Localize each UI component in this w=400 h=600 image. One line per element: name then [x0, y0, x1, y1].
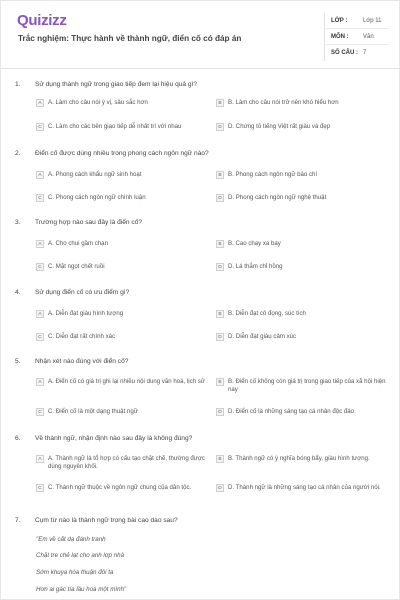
option-key: A: [36, 378, 44, 386]
option-b[interactable]: [216, 171, 391, 179]
question-label: Nhận xét nào đúng với điển cố?: [35, 358, 129, 365]
option-key: C: [36, 123, 44, 131]
option-a[interactable]: [36, 378, 211, 386]
poem-line: Chặt tre chẻ lạt cho anh lợp nhà: [36, 552, 125, 559]
question-number: 4.: [15, 289, 21, 296]
option-a[interactable]: [36, 455, 211, 470]
question-text: [15, 150, 209, 157]
option-key: B: [216, 310, 224, 318]
option-text: A. Điển cố có giá trị ghi lại nhiều nội dung văn hoá, lịch sử: [48, 378, 205, 385]
option-c[interactable]: [36, 123, 211, 131]
option-key: D: [216, 333, 224, 341]
option-b[interactable]: [216, 378, 391, 393]
option-text: D. Phong cách ngôn ngữ nghệ thuật: [228, 194, 327, 201]
option-a[interactable]: [36, 240, 211, 248]
option-key: B: [216, 378, 224, 386]
option-text: D. Chứng tỏ tiếng Việt rất giàu và đẹp: [228, 123, 331, 130]
meta-value: Văn: [363, 33, 374, 40]
question-label: Về thành ngữ, nhận định nào sau đây là không đúng?: [35, 435, 193, 442]
question-text: [15, 81, 197, 88]
question-label: Trường hợp nào sau đây là điển cố?: [35, 219, 143, 226]
meta-row-class: [325, 13, 390, 29]
option-d[interactable]: [216, 123, 391, 131]
option-b[interactable]: [216, 455, 391, 463]
question-label: Điển cố được dùng nhiều trong phong cách ngôn ngữ nào?: [35, 150, 209, 157]
option-key: A: [36, 99, 44, 107]
option-c[interactable]: [36, 333, 211, 341]
question-number: 2.: [15, 150, 21, 157]
question-number: 1.: [15, 81, 21, 88]
option-c[interactable]: [36, 194, 211, 202]
option-text: B. Làm cho câu nói trở nên khó hiểu hơn: [228, 99, 339, 106]
option-key: C: [36, 484, 44, 492]
option-text: A. Thành ngữ là tổ hợp có cấu tạo chặt chẽ, thường được dùng nguyên khối.: [48, 455, 205, 470]
option-key: C: [36, 263, 44, 271]
option-key: A: [36, 310, 44, 318]
option-c[interactable]: [36, 484, 211, 492]
poem-line: "Em về cất dạ đánh tranh: [36, 536, 106, 543]
option-b[interactable]: [216, 310, 391, 318]
poem-line: Hơn ai gác tía lầu hoa một mình": [36, 586, 127, 593]
page-title: Trắc nghiệm: Thực hành về thành ngữ, điển cố có đáp án: [18, 34, 242, 43]
option-a[interactable]: [36, 171, 211, 179]
option-b[interactable]: [216, 240, 391, 248]
question-text: [15, 289, 129, 296]
option-key: B: [216, 240, 224, 248]
option-b[interactable]: [216, 99, 391, 107]
option-text: B. Thành ngữ có ý nghĩa bóng bẩy, giàu hình tượng.: [228, 455, 370, 462]
question-number: 5.: [15, 358, 21, 365]
question-label: Cụm từ nào là thành ngữ trong bài cao dao sau?: [35, 517, 178, 524]
option-text: C. Phong cách ngôn ngữ chính luận: [48, 194, 146, 201]
option-d[interactable]: [216, 333, 391, 341]
option-text: A. Phong cách khẩu ngữ sinh hoạt: [48, 171, 142, 178]
meta-label: MÔN :: [331, 33, 349, 40]
option-key: B: [216, 99, 224, 107]
option-text: D. Lá thắm chỉ hồng: [228, 263, 283, 270]
option-text: C. Làm cho các bên giao tiếp dễ nhất trí với nhau: [48, 123, 182, 130]
question-text: [15, 219, 142, 226]
worksheet-header: [1, 1, 400, 69]
meta-value: Lớp 11: [363, 17, 382, 24]
meta-table: [324, 13, 390, 61]
option-text: B. Điển cố không còn giá trị trong giao tiếp của xã hội hiện nay: [228, 378, 386, 393]
option-key: C: [36, 194, 44, 202]
option-text: D. Thành ngữ là những sáng tạo cá nhân của người nói.: [228, 484, 381, 491]
meta-value: 7: [363, 50, 367, 56]
quizizz-logo: Quizizz: [17, 12, 67, 29]
option-text: C. Mặt ngọt chết ruồi: [48, 263, 105, 270]
meta-row-count: [325, 45, 390, 61]
option-text: D. Điển cố là những sáng tạo cá nhân độc đáo: [228, 408, 355, 415]
option-key: A: [36, 455, 44, 463]
option-text: A. Diễn đạt giàu hình tượng: [48, 310, 124, 317]
option-text: B. Diễn đạt cô đọng, súc tích: [228, 310, 306, 317]
poem-line: Sớm khuya hòa thuận đôi ta: [36, 569, 114, 576]
question-text: [15, 517, 178, 524]
question-text: [15, 435, 192, 442]
option-key: D: [216, 484, 224, 492]
option-key: D: [216, 408, 224, 416]
option-key: A: [36, 240, 44, 248]
option-text: A. Làm cho câu nói ý vị, sâu sắc hơn: [48, 99, 148, 106]
option-c[interactable]: [36, 408, 211, 416]
option-text: C. Diễn đạt rất chính xác: [48, 333, 116, 340]
option-text: B. Cao chạy xa bay: [228, 240, 281, 247]
option-key: B: [216, 171, 224, 179]
option-c[interactable]: [36, 263, 211, 271]
option-d[interactable]: [216, 194, 391, 202]
option-d[interactable]: [216, 263, 391, 271]
option-text: B. Phong cách ngôn ngữ báo chí: [228, 171, 318, 178]
option-text: C. Thành ngữ thuộc về ngôn ngữ chung của dân tộc.: [48, 484, 192, 491]
option-key: D: [216, 263, 224, 271]
option-text: D. Diễn đạt giàu cảm xúc: [228, 333, 297, 340]
question-label: Sử dụng thành ngữ trong giao tiếp đem lại hiệu quả gì?: [35, 81, 198, 88]
option-d[interactable]: [216, 408, 391, 416]
option-d[interactable]: [216, 484, 391, 492]
question-number: 6.: [15, 435, 21, 442]
option-key: D: [216, 123, 224, 131]
question-label: Sử dụng điển cố có ưu điểm gì?: [35, 289, 130, 296]
option-key: C: [36, 333, 44, 341]
option-key: A: [36, 171, 44, 179]
meta-label: LỚP :: [331, 17, 348, 24]
option-text: C. Điển cố là một dạng thuật ngữ: [48, 408, 138, 415]
option-text: A. Cho chui gầm chạn: [48, 240, 108, 247]
option-key: D: [216, 194, 224, 202]
option-key: C: [36, 408, 44, 416]
question-number: 7.: [15, 517, 21, 524]
meta-row-subject: [325, 29, 390, 45]
meta-label: SỐ CÂU :: [331, 50, 358, 56]
option-key: B: [216, 455, 224, 463]
question-text: [15, 358, 128, 365]
question-number: 3.: [15, 219, 21, 226]
option-a[interactable]: [36, 310, 211, 318]
option-a[interactable]: [36, 99, 211, 107]
